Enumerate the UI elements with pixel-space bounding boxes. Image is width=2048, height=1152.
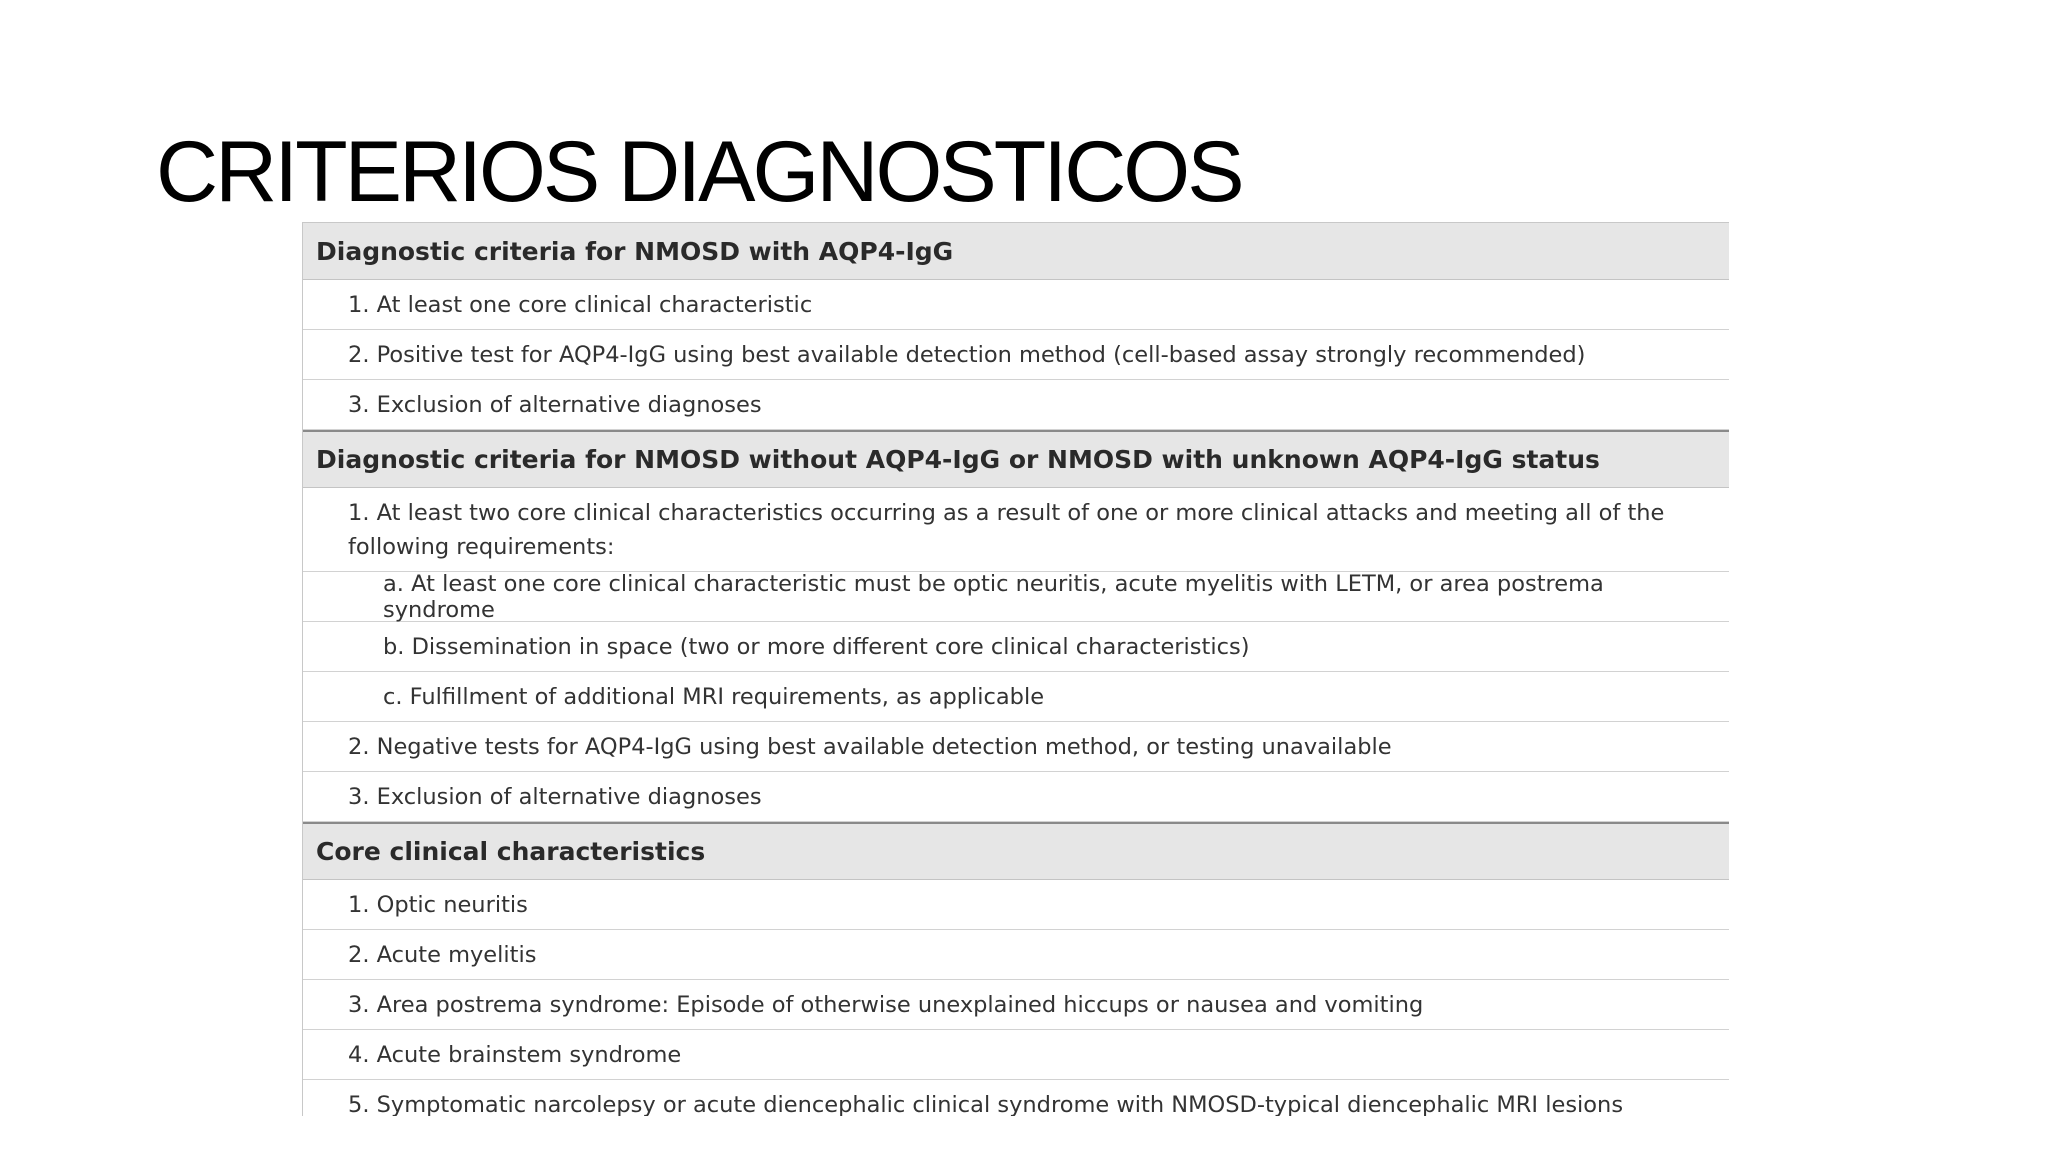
table-row-sub <box>303 622 1729 672</box>
table-row <box>303 488 1729 572</box>
criterion-text: 1. At least one core clinical characteristic <box>348 291 813 318</box>
table-row <box>303 380 1729 430</box>
criteria-table <box>302 222 1729 1116</box>
criterion-text: 1. Optic neuritis <box>348 891 528 918</box>
section-heading-aqp4-negative <box>303 430 1729 488</box>
section-heading-text: Core clinical characteristics <box>316 837 706 866</box>
table-row-sub <box>303 672 1729 722</box>
slide-title: CRITERIOS DIAGNOSTICOS <box>156 124 1242 220</box>
criterion-text: 2. Acute myelitis <box>348 941 537 968</box>
criterion-text: 4. Acute brainstem syndrome <box>348 1041 682 1068</box>
table-row <box>303 772 1729 822</box>
table-row <box>303 330 1729 380</box>
sub-criterion-text: a. At least one core clinical characteristic must be optic neuritis, acute myelitis with LETM, or area postrema syndrome <box>383 570 1604 623</box>
sub-criterion-text: c. Fulfillment of additional MRI requirements, as applicable <box>383 683 1045 710</box>
table-row <box>303 1030 1729 1080</box>
table-row <box>303 880 1729 930</box>
criterion-text: 3. Exclusion of alternative diagnoses <box>348 391 762 418</box>
table-row <box>303 722 1729 772</box>
criterion-text: 3. Area postrema syndrome: Episode of otherwise unexplained hiccups or nausea and vomiting <box>348 991 1424 1018</box>
section-heading-text: Diagnostic criteria for NMOSD with AQP4-IgG <box>316 236 954 266</box>
criterion-text: 1. At least two core clinical characteristics occurring as a result of one or more clinical attacks and meeting all of the following requirements: <box>348 499 1665 560</box>
criterion-text: 3. Exclusion of alternative diagnoses <box>348 783 762 810</box>
criterion-text: 2. Positive test for AQP4-IgG using best available detection method (cell-based assay strongly recommended) <box>348 341 1586 368</box>
table-row <box>303 1080 1729 1116</box>
criterion-text: 2. Negative tests for AQP4-IgG using best available detection method, or testing unavailable <box>348 733 1392 760</box>
section-heading-core-characteristics <box>303 822 1729 880</box>
sub-criterion-text: b. Dissemination in space (two or more different core clinical characteristics) <box>383 633 1250 660</box>
section-heading-text: Diagnostic criteria for NMOSD without AQP4-IgG or NMOSD with unknown AQP4-IgG status <box>316 445 1600 474</box>
table-row <box>303 280 1729 330</box>
table-row <box>303 980 1729 1030</box>
table-row-sub <box>303 572 1729 622</box>
section-heading-aqp4-positive <box>303 222 1729 280</box>
table-row <box>303 930 1729 980</box>
criterion-text: 5. Symptomatic narcolepsy or acute diencephalic clinical syndrome with NMOSD-typical diencephalic MRI lesions <box>348 1091 1624 1116</box>
